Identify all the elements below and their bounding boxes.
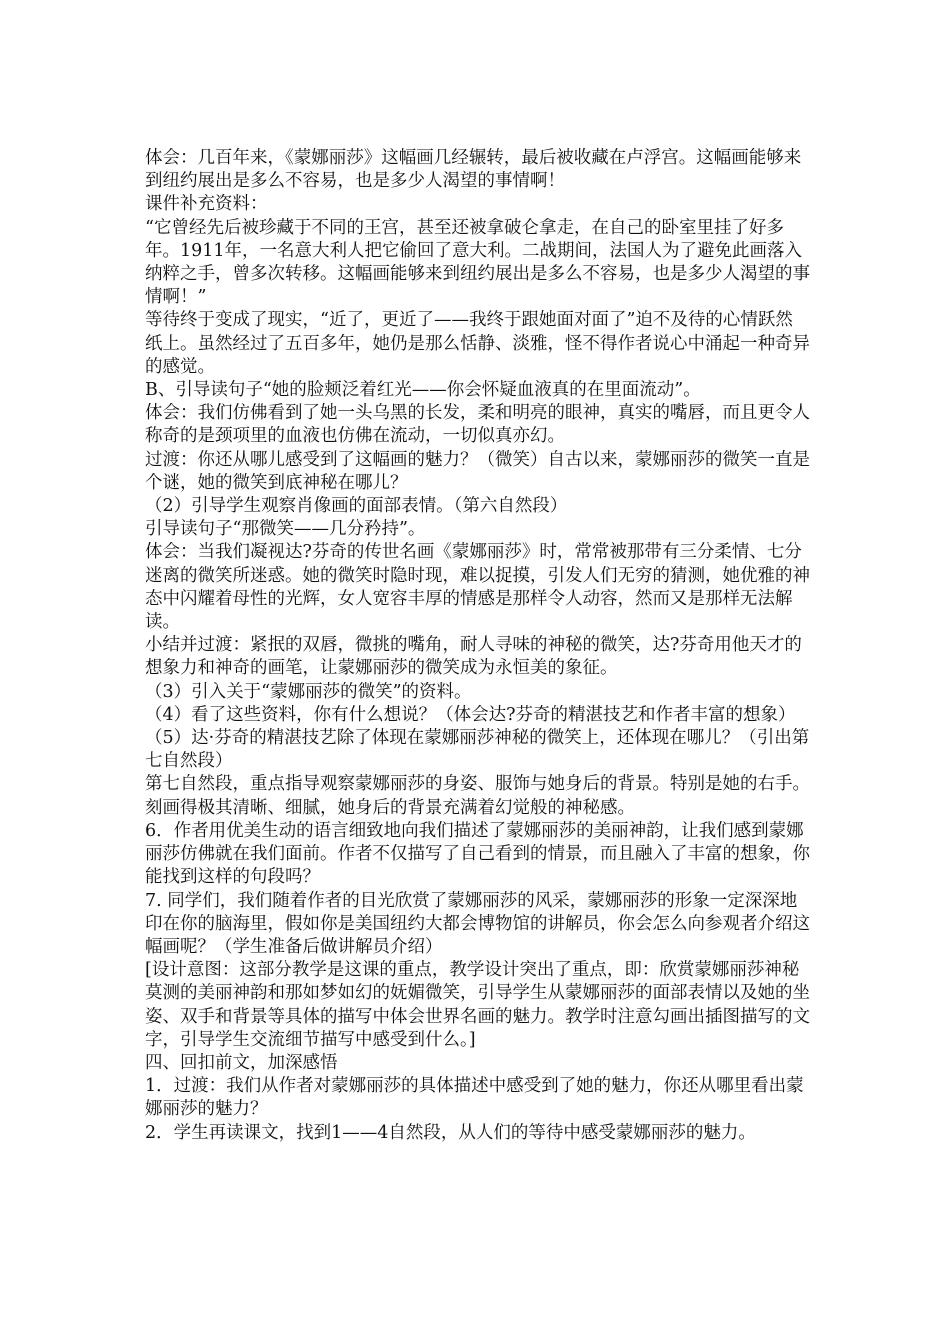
paragraph-guide-sentence-cheek: B、引导读句子“她的脸颊泛着红光——你会怀疑血液真的在里面流动”。 bbox=[145, 380, 701, 401]
paragraph-item-6: 6．作者用优美生动的语言细致地向我们描述了蒙娜丽莎的美丽神韵，让我们感到蒙娜丽莎仿佛就在我们面前。作者不仅描写了自己看到的情景，而且融入了丰富的想象，你能找到这样的句段吗？ bbox=[145, 820, 810, 888]
paragraph-appreciation-journey: 体会：几百年来，《蒙娜丽莎》这幅画几经辗转，最后被收藏在卢浮宫。这幅画能够来到纽约展出是多么不容易，也是多少人渴望的事情啊！ bbox=[145, 148, 802, 192]
paragraph-step-5: （5）达·芬奇的精湛技艺除了体现在蒙娜丽莎神秘的微笑上，还体现在哪儿？（引出第七自然段） bbox=[145, 728, 810, 772]
paragraph-item-7: 7. 同学们，我们随着作者的目光欣赏了蒙娜丽莎的风采，蒙娜丽莎的形象一定深深地印在你的脑海里，假如你是美国纽约大都会博物馆的讲解员，你会怎么向参观者介绍这幅画呢？（学生准备后做讲解员介绍） bbox=[145, 890, 810, 957]
paragraph-guide-sentence-smile: 引导读句子“那微笑——几分矜持”。 bbox=[145, 519, 426, 540]
paragraph-appreciation-hair: 体会：我们仿佛看到了她一头乌黑的长发，柔和明亮的眼神，真实的嘴唇，而且更令人称奇的是颈项里的血液也仿佛在流动，一切似真亦幻。 bbox=[145, 403, 810, 447]
paragraph-transition-smile: 过渡：你还从哪儿感受到了这幅画的魅力？（微笑）自古以来，蒙娜丽莎的微笑一直是个谜，她的微笑到底神秘在哪儿？ bbox=[145, 449, 810, 493]
document-body bbox=[145, 147, 810, 1145]
paragraph-appreciation-smile: 体会：当我们凝视达?芬奇的传世名画《蒙娜丽莎》时，常常被那带有三分柔情、七分迷离的微笑所迷惑。她的微笑时隐时现，难以捉摸，引发人们无穷的猜测，她优雅的神态中闪耀着母性的光辉，女人宽容丰厚的情感是那样令人动容，然而又是那样无法解读。 bbox=[145, 542, 810, 633]
paragraph-step-2: （2）引导学生观察肖像画的面部表情。（第六自然段） bbox=[145, 496, 568, 517]
paragraph-waiting-reality: 等待终于变成了现实，“近了，更近了——我终于跟她面对面了”迫不及待的心情跃然纸上。虽然经过了五百多年，她仍是那么恬静、淡雅，怪不得作者说心中涌起一种奇异的感觉。 bbox=[145, 310, 810, 377]
paragraph-step-3: （3）引入关于“蒙娜丽莎的微笑”的资料。 bbox=[145, 681, 472, 702]
paragraph-design-intent: [设计意图：这部分教学是这课的重点，教学设计突出了重点，即：欣赏蒙娜丽莎神秘莫测的美丽神韵和那如梦如幻的妩媚微笑，引导学生从蒙娜丽莎的面部表情以及她的坐姿、双手和背景等具体的描写中体会世界名画的魅力。教学时注意勾画出插图描写的文字，引导学生交流细节描写中感受到什么。] bbox=[145, 960, 810, 1050]
paragraph-supplement-heading: 课件补充资料： bbox=[145, 194, 268, 215]
paragraph-review-2: 2．学生再读课文，找到1——4自然段，从人们的等待中感受蒙娜丽莎的魅力。 bbox=[145, 1122, 756, 1143]
paragraph-supplement-quote: “它曾经先后被珍藏于不同的王宫，甚至还被拿破仑拿走，在自己的卧室里挂了好多年。1911年，一名意大利人把它偷回了意大利。二战期间，法国人为了避免此画落入纳粹之手，曾多次转移。这幅画能够来到纽约展出是多么不容易，也是多少人渴望的事情啊！” bbox=[145, 217, 810, 308]
section-heading-review: 四、回扣前文，加深感悟 bbox=[145, 1052, 338, 1073]
paragraph-step-4: （4）看了这些资料，你有什么想说？（体会达?芬奇的精湛技艺和作者丰富的想象） bbox=[145, 704, 796, 725]
paragraph-review-1: 1．过渡：我们从作者对蒙娜丽莎的具体描述中感受到了她的魅力，你还从哪里看出蒙娜丽莎的魅力？ bbox=[145, 1076, 804, 1120]
paragraph-seventh-section: 第七自然段，重点指导观察蒙娜丽莎的身姿、服饰与她身后的背景。特别是她的右手。刻画得极其清晰、细腻，她身后的背景充满着幻觉般的神秘感。 bbox=[145, 774, 810, 818]
paragraph-summary-transition: 小结并过渡：紧抿的双唇，微挑的嘴角，耐人寻味的神秘的微笑，达?芬奇用他天才的想象力和神奇的画笔，让蒙娜丽莎的微笑成为永恒美的象征。 bbox=[145, 635, 802, 679]
